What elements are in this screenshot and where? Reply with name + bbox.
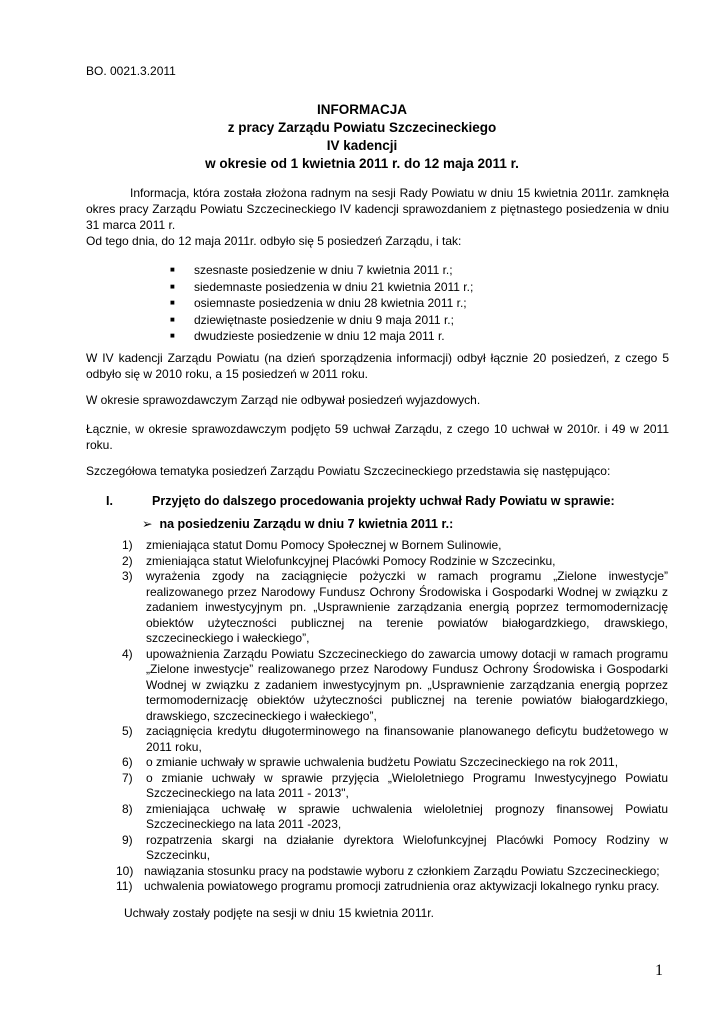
list-item	[122, 647, 668, 725]
document-reference: BO. 0021.3.2011	[86, 64, 176, 78]
item-number: 6)	[122, 755, 133, 769]
list-item	[116, 864, 668, 880]
square-bullet-icon: ■	[170, 265, 175, 274]
section-heading	[106, 494, 615, 508]
item-number: 1)	[122, 538, 133, 552]
item-text: upoważnienia Zarządu Powiatu Szczecineckiego do zawarcia umowy dotacji w ramach programu „Zielone inwestycje” realizowanego przez Narodowy Fundusz Ochrony Środowiska i Gospodarki Wodnej w związku z zadaniem inwestycyjnym pn. „Usprawnienie zarządzania energią poprzez termomodernizację obiektów użyteczności publicznej na terenie powiatów białogardzkiego, drawskiego, szczecineckiego i wałeckiego”,	[146, 646, 668, 723]
item-text: o zmianie uchwały w sprawie przyjęcia „Wieloletniego Programu Inwestycyjnego Powiatu Szczecineckiego na lata 2011 - 2013",	[146, 770, 668, 800]
list-item	[116, 879, 668, 895]
list-item	[122, 569, 668, 647]
list-item	[122, 724, 668, 755]
item-text: zaciągnięcia kredytu długoterminowego na finansowanie planowanego deficytu budżetowego w 2011 roku,	[146, 724, 668, 754]
item-number: 3)	[122, 569, 133, 583]
trips-paragraph: W okresie sprawozdawczym Zarząd nie odbywał posiedzeń wyjazdowych.	[86, 393, 481, 407]
item-number: 11)	[116, 879, 133, 893]
arrow-bullet-icon: ➢	[142, 517, 153, 531]
resolution-list	[116, 538, 668, 895]
resolutions-paragraph: Łącznie, w okresie sprawozdawczym podjęto 59 uchwał Zarządu, z czego 10 uchwał w 2010r. i 49 w 2011 roku.	[86, 422, 669, 452]
list-item	[122, 833, 668, 864]
intro-paragraph-2: Od tego dnia, do 12 maja 2011r. odbyło się 5 posiedzeń Zarządu, i tak:	[86, 234, 462, 248]
meeting-text: osiemnaste posiedzenia w dniu 28 kwietnia 2011 r.;	[194, 296, 467, 310]
item-number: 4)	[122, 646, 133, 661]
meeting-text: dziewiętnaste posiedzenie w dniu 9 maja 2011 r.;	[194, 312, 454, 327]
meeting-text: szesnaste posiedzenie w dniu 7 kwietnia 2011 r.;	[194, 263, 453, 277]
item-text: zmieniająca statut Domu Pomocy Społecznej w Bornem Sulinowie,	[146, 538, 502, 552]
item-text: zmieniająca uchwałę w sprawie uchwalenia wieloletniej prognozy finansowej Powiatu Szczecineckiego na lata 2011 -2023,	[146, 801, 668, 831]
item-number: 2)	[122, 553, 133, 568]
list-item	[122, 554, 668, 570]
subsection-title: na posiedzeniu Zarządu w dniu 7 kwietnia 2011 r.:	[159, 517, 454, 531]
intro-text: Informacja, która została złożona radnym na sesji Rady Powiatu w dniu 15 kwietnia 2011r. zamknęła okres pracy Zarządu Powiatu Szczecineckiego IV kadencji sprawozdaniem z piętnastego posiedzenia w dniu 31 marca 2011 r.	[86, 186, 669, 232]
square-bullet-icon: ■	[170, 314, 175, 324]
title-line-4: w okresie od 1 kwietnia 2011 r. do 12 maja 2011 r.	[205, 156, 519, 171]
item-number: 7)	[122, 770, 133, 785]
intro-paragraph	[86, 185, 669, 233]
title-line-1: INFORMACJA	[317, 102, 407, 117]
list-item	[122, 802, 668, 833]
item-text: zmieniająca statut Wielofunkcyjnej Placówki Pomocy Rodzinie w Szczecinku,	[146, 553, 556, 568]
item-text: rozpatrzenia skargi na działanie dyrektora Wielofunkcyjnej Placówki Pomocy Rodziny w Szczecinku,	[146, 832, 668, 862]
closing-note: Uchwały zostały podjęte na sesji w dniu 15 kwietnia 2011r.	[124, 906, 434, 920]
item-number: 9)	[122, 832, 133, 847]
list-item	[122, 755, 668, 771]
item-number: 8)	[122, 801, 133, 816]
section-number: I.	[106, 494, 113, 508]
list-item	[122, 771, 668, 802]
meeting-text: dwudzieste posiedzenie w dniu 12 maja 2011 r.	[194, 329, 445, 343]
square-bullet-icon: ■	[170, 331, 175, 340]
title-line-3: IV kadencji	[326, 138, 398, 153]
detail-intro-paragraph: Szczegółowa tematyka posiedzeń Zarządu Powiatu Szczecineckiego przedstawia się następująco:	[86, 464, 611, 478]
subsection-heading	[142, 516, 453, 531]
section-title: Przyjęto do dalszego procedowania projekty uchwał Rady Powiatu w sprawie:	[152, 494, 615, 508]
square-bullet-icon: ■	[170, 298, 175, 307]
meeting-count-paragraph: W IV kadencji Zarządu Powiatu (na dzień sporządzenia informacji) odbył łącznie 20 posiedzeń, z czego 5 odbyło się w 2010 roku, a 15 posiedzeń w 2011 roku.	[86, 351, 669, 381]
page-number: 1	[655, 962, 663, 979]
meeting-text: siedemnaste posiedzenia w dniu 21 kwietnia 2011 r.;	[194, 279, 474, 294]
square-bullet-icon: ■	[170, 281, 175, 291]
item-number: 5)	[122, 724, 133, 738]
title-line-2: z pracy Zarządu Powiatu Szczecineckiego	[227, 120, 497, 135]
item-text: uchwalenia powiatowego programu promocji zatrudnienia oraz aktywizacji lokalnego rynku pracy.	[144, 879, 660, 893]
item-text: o zmianie uchwały w sprawie uchwalenia budżetu Powiatu Szczecineckiego na rok 2011,	[146, 755, 619, 769]
list-item	[122, 538, 668, 554]
item-text: wyrażenia zgody na zaciągnięcie pożyczki w ramach programu „Zielone inwestycje” realizowanego przez Narodowy Fundusz Ochrony Środowiska i Gospodarki Wodnej w związku z zadaniem inwestycyjnym pn. „Usprawnienie zarządzania energią poprzez termomodernizację obiektów użyteczności publicznej na terenie powiatów białogardzkiego, drawskiego, szczecineckiego i wałeckiego”,	[146, 569, 668, 645]
item-number: 10)	[116, 863, 134, 878]
item-text: nawiązania stosunku pracy na podstawie wyboru z członkiem Zarządu Powiatu Szczecineckiego;	[144, 863, 660, 878]
